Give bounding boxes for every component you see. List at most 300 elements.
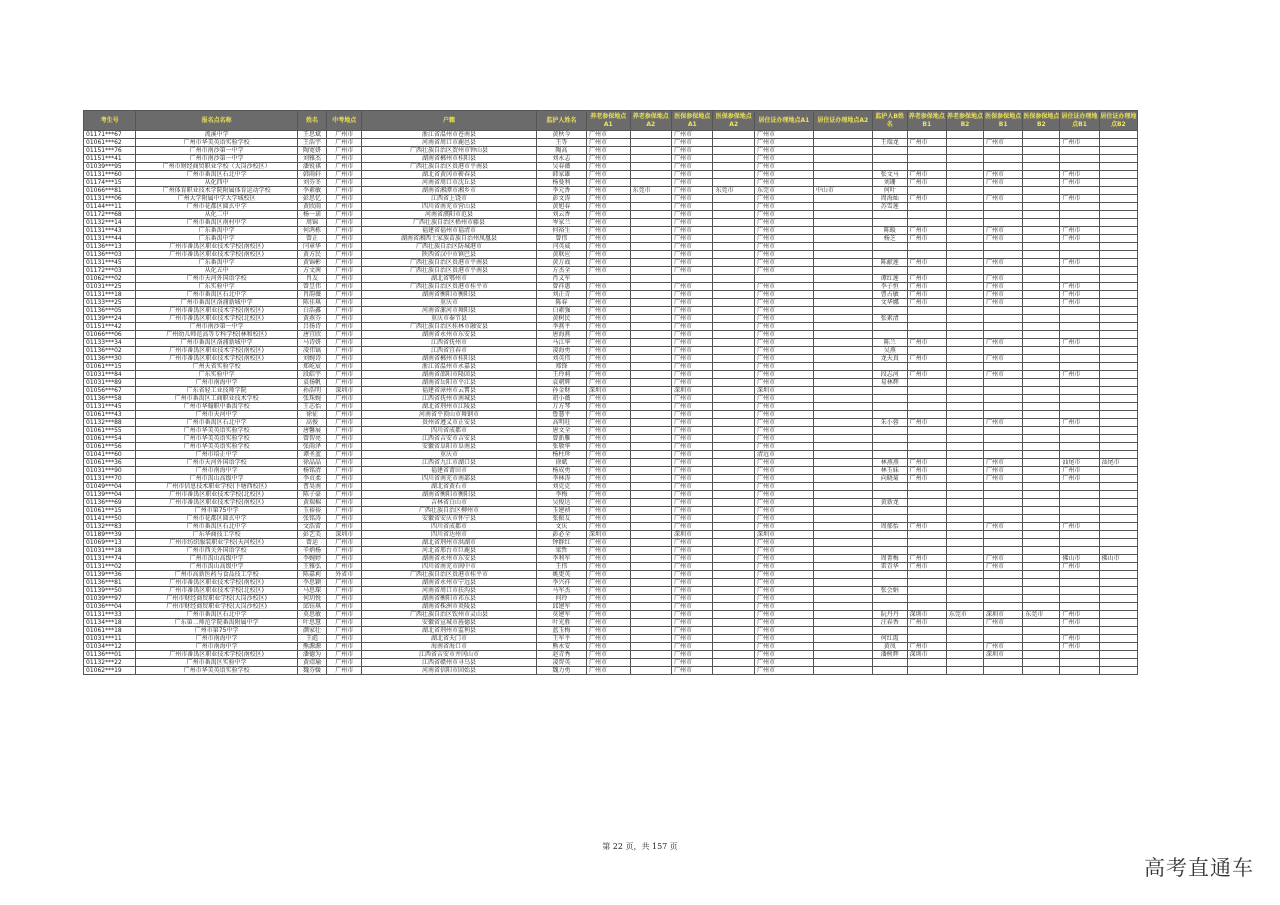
table-cell [946,259,983,267]
table-cell: 广州市禺山高级中学 [136,475,297,483]
column-header: 居住证办理地点A2 [813,111,872,131]
table-cell [1023,523,1060,531]
table-cell: 01174***15 [84,179,136,187]
table-cell [713,163,754,171]
table-cell: 江西省抚州市南城县 [362,395,537,403]
table-cell [907,307,946,315]
table-row [84,443,1138,451]
table-cell: 刘克克 [536,483,586,491]
table-cell [1060,355,1099,363]
table-cell [1099,211,1137,219]
table-cell: 广州市 [672,507,713,515]
table-cell [1023,499,1060,507]
table-cell [713,659,754,667]
table-cell: 湖北省黄石市 [362,483,537,491]
table-cell [1023,555,1060,563]
table-cell: 袁扬帆 [297,379,326,387]
table-cell: 马诗妍 [297,339,326,347]
table-cell: 何玥悦 [297,595,326,603]
table-cell: 彭必全 [536,531,586,539]
table-cell: 广州市 [327,587,362,595]
table-cell: 广东番禺中学 [136,227,297,235]
table-cell [713,419,754,427]
table-cell: 江西省九江市湖口县 [362,459,537,467]
table-cell: 01031***11 [84,635,136,643]
table-cell: 徐征 [297,411,326,419]
table-cell [813,195,872,203]
table-cell [1023,179,1060,187]
table-cell: 广州市番禺区石北中学 [136,291,297,299]
table-cell: 深圳市 [754,387,813,395]
table-cell: 湖南省永州市东安县 [362,555,537,563]
table-cell: 深圳市 [327,531,362,539]
table-cell: 01151***76 [84,147,136,155]
table-cell [946,387,983,395]
table-cell [813,603,872,611]
table-cell: 广州市 [754,443,813,451]
table-cell: 广州市 [586,299,630,307]
table-cell [713,171,754,179]
table-cell: 唐海燕 [536,331,586,339]
table-cell [813,347,872,355]
table-cell: 深圳市 [907,611,946,619]
table-cell [813,363,872,371]
table-cell [713,227,754,235]
table-cell [1023,275,1060,283]
table-cell [907,395,946,403]
table-cell: 广州市 [907,179,946,187]
table-cell: 广州市 [586,267,630,275]
table-cell [630,155,671,163]
table-cell [630,371,671,379]
table-cell [946,187,983,195]
table-cell: 广州市 [672,179,713,187]
table-cell: 广州市 [1060,259,1099,267]
column-header: 报名点名称 [136,111,297,131]
table-cell [946,395,983,403]
table-cell: 广州市 [754,379,813,387]
table-cell [872,483,907,491]
table-cell [713,251,754,259]
table-cell [1023,475,1060,483]
table-cell: 中山市 [813,187,872,195]
table-cell [1023,171,1060,179]
table-cell: 广州市 [754,667,813,675]
column-header: 考生号 [84,111,136,131]
table-cell: 广州市 [907,227,946,235]
table-cell [713,195,754,203]
table-cell: 徐晶晶 [297,459,326,467]
table-cell: 广州市 [327,299,362,307]
table-cell: 广州市番禺区职业技术学校(南校区) [136,243,297,251]
table-cell [872,267,907,275]
table-cell [946,659,983,667]
table-cell: 01139***04 [84,491,136,499]
table-cell: 广州市 [327,131,362,139]
table-cell [1023,155,1060,163]
table-cell [713,323,754,331]
table-cell [813,523,872,531]
table-cell: 李燕平 [536,323,586,331]
table-cell [984,507,1023,515]
table-cell: 广州市 [754,459,813,467]
table-cell [1060,427,1099,435]
table-cell: 叶光胜 [536,619,586,627]
table-cell: 广州市 [586,427,630,435]
table-cell: 广州市 [907,643,946,651]
table-cell [1060,443,1099,451]
table-cell [586,275,630,283]
table-cell: 河南省周口市鹿邑县 [362,139,537,147]
table-cell: 广州市 [754,483,813,491]
table-cell [1060,331,1099,339]
table-cell: 广州市 [672,147,713,155]
table-cell [630,547,671,555]
table-cell: 广州市 [907,283,946,291]
table-cell [713,539,754,547]
table-cell: 广州市 [327,371,362,379]
table-cell: 广州市华美英语实验学校 [136,427,297,435]
table-cell [1023,627,1060,635]
table-cell [946,339,983,347]
table-cell: 湖南省永州市东安县 [362,331,537,339]
table-cell: 广州市 [672,291,713,299]
table-cell: 01031***89 [84,379,136,387]
table-cell [984,211,1023,219]
table-cell: 广州市 [984,283,1023,291]
table-cell [946,467,983,475]
table-cell: 孙金财 [536,387,586,395]
table-cell: 01136***02 [84,347,136,355]
table-cell [1023,283,1060,291]
table-cell: 广州市 [586,251,630,259]
table-cell: 曾祥惠 [536,283,586,291]
table-cell [813,507,872,515]
table-cell [813,427,872,435]
table-cell: 唐馨展 [297,427,326,435]
table-cell [630,659,671,667]
table-cell: 广州市 [586,163,630,171]
table-cell [946,563,983,571]
table-cell [872,443,907,451]
table-cell: 01131***70 [84,475,136,483]
table-cell: 广州市 [586,587,630,595]
table-cell: 广州市 [327,563,362,571]
table-cell: 广州市天河外国语学校 [136,275,297,283]
table-cell: 广州市 [754,635,813,643]
table-cell [907,347,946,355]
column-header: 姓名 [297,111,326,131]
table-cell [984,659,1023,667]
column-header: 中考地点 [327,111,362,131]
table-cell: 广州市 [327,291,362,299]
table-cell: 广州市 [672,579,713,587]
table-cell [813,619,872,627]
table-cell: 江西省吉安市吉安县 [362,435,537,443]
table-cell: 陈子豪 [297,491,326,499]
table-cell: 广州市 [586,155,630,163]
table-cell: 广州市南沙第一中学 [136,155,297,163]
table-cell [872,515,907,523]
table-cell: 广州市 [754,491,813,499]
table-cell [1023,131,1060,139]
table-cell: 陶宽妍 [297,147,326,155]
table-cell: 肖友 [297,275,326,283]
table-cell: 何红霞 [872,635,907,643]
table-cell [872,363,907,371]
table-cell [713,307,754,315]
table-cell: 文华娜 [872,299,907,307]
table-cell: 广州市番禺区职业技术学校(南校区) [136,355,297,363]
table-cell: 彭艺美 [297,531,326,539]
table-cell [630,227,671,235]
table-cell: 江西省赣州市寻乌县 [362,659,537,667]
table-cell: 广州市 [754,323,813,331]
table-cell [1023,299,1060,307]
table-cell: 广州市 [672,131,713,139]
table-cell: 吉林省白山市 [362,499,537,507]
table-cell: 广州市 [327,355,362,363]
table-cell: 广州市 [984,299,1023,307]
table-cell [813,315,872,323]
table-cell: 潘锐祺 [297,163,326,171]
table-cell [872,251,907,259]
table-cell: 广州市 [754,211,813,219]
table-cell [872,547,907,555]
table-row [84,595,1138,603]
table-cell: 广州市 [327,243,362,251]
table-cell: 魏芬媛 [297,667,326,675]
table-cell: 广州市 [586,571,630,579]
table-cell [713,571,754,579]
column-header: 养老参保地点A2 [630,111,671,131]
table-cell: 曾昱伟 [297,283,326,291]
table-cell: 广州市 [672,571,713,579]
table-cell: 魏力勇 [536,667,586,675]
table-cell [630,539,671,547]
table-cell [1060,251,1099,259]
table-row [84,387,1138,395]
table-cell [630,515,671,523]
table-cell [813,379,872,387]
table-row [84,531,1138,539]
table-cell: 01039***97 [84,595,136,603]
table-row [84,171,1138,179]
table-cell: 广州市 [984,475,1023,483]
table-cell: 黄联应 [536,251,586,259]
table-cell: 李林涛 [536,475,586,483]
table-cell: 王军平 [536,635,586,643]
table-cell: 四川省南充市阆中市 [362,563,537,571]
table-cell: 广州市 [754,587,813,595]
table-cell [1060,539,1099,547]
table-cell: 广州市 [672,307,713,315]
table-cell: 广州市 [327,235,362,243]
table-cell: 广州市 [327,635,362,643]
table-cell: 刘英伟 [536,355,586,363]
table-cell [754,275,813,283]
table-cell: 广州市 [672,459,713,467]
table-cell: 广州市 [672,203,713,211]
table-cell [907,403,946,411]
table-cell: 广州市 [586,211,630,219]
table-cell [1060,507,1099,515]
table-cell [907,507,946,515]
table-cell: 黄万战 [536,259,586,267]
table-cell [1060,307,1099,315]
table-cell: 广州市 [984,619,1023,627]
table-cell [946,523,983,531]
table-row [84,611,1138,619]
table-cell [1099,171,1137,179]
table-cell: 刘永志 [536,155,586,163]
table-cell: 深圳市 [327,387,362,395]
table-cell: 01131***60 [84,171,136,179]
table-cell [946,179,983,187]
table-cell: 广州市番禺区洛浦新城中学 [136,339,297,347]
table-cell [1099,651,1137,659]
table-cell [1060,411,1099,419]
table-cell [1023,651,1060,659]
table-cell: 广州市 [327,171,362,179]
table-cell: 广西壮族自治区贵港市平南县 [362,267,537,275]
table-cell: 01041***60 [84,451,136,459]
table-cell [1060,203,1099,211]
table-cell [907,603,946,611]
table-cell: 广州市 [754,555,813,563]
table-cell: 广州市 [327,155,362,163]
table-cell: 熊源源 [297,643,326,651]
table-cell: 01061***55 [84,427,136,435]
table-cell: 广州体育职业技术学院附属体育运动学校 [136,187,297,195]
table-cell: 广州市 [754,579,813,587]
table-cell [813,171,872,179]
table-cell: 广州市番禺区职业技术学校(南校区) [136,347,297,355]
table-cell: 01151***42 [84,323,136,331]
table-cell: 袁朝辉 [536,379,586,387]
table-cell [813,643,872,651]
table-cell [713,267,754,275]
table-cell: 广州市 [672,467,713,475]
table-cell: 广西壮族自治区贵港市平南县 [362,259,537,267]
table-cell [946,515,983,523]
table-cell [630,619,671,627]
table-cell [1099,307,1137,315]
table-cell: 01132***88 [84,419,136,427]
table-cell: 潘德为 [297,651,326,659]
table-cell [984,451,1023,459]
table-cell [946,651,983,659]
table-cell [872,395,907,403]
table-cell [630,635,671,643]
table-cell [630,299,671,307]
table-cell: 广州市 [984,291,1023,299]
table-cell [1023,203,1060,211]
table-cell: 杨曼利 [536,179,586,187]
table-cell: 广州市 [984,235,1023,243]
table-row [84,371,1138,379]
table-row [84,651,1138,659]
table-cell [946,379,983,387]
table-cell: 广州市 [754,563,813,571]
table-cell: 广州市 [672,539,713,547]
table-cell [630,435,671,443]
table-cell: 广州市南海中学 [136,635,297,643]
table-cell [630,451,671,459]
table-row [84,603,1138,611]
table-cell [630,611,671,619]
table-cell: 广州市 [327,163,362,171]
table-cell [946,587,983,595]
table-cell [872,147,907,155]
table-cell [1099,667,1137,675]
table-cell: 广州市 [327,139,362,147]
table-cell: 广州市 [327,331,362,339]
table-cell [872,307,907,315]
table-cell: 钟群红 [536,539,586,547]
table-row [84,475,1138,483]
table-cell: 深圳市 [984,611,1023,619]
table-cell: 广州市 [754,547,813,555]
table-cell: 杨柱珍 [536,451,586,459]
table-cell: 广州市华美英语实验学校 [136,443,297,451]
table-cell: 方文茜 [297,267,326,275]
table-cell: 广州市花都区圆玄中学 [136,203,297,211]
table-cell: 广州市 [586,483,630,491]
table-cell: 01034***12 [84,643,136,651]
table-cell: 广州市 [672,483,713,491]
table-cell: 广州市 [586,131,630,139]
table-cell [630,627,671,635]
table-cell: 王等 [536,139,586,147]
table-cell: 东莞市 [946,611,983,619]
table-cell: 广州市高新医药与食品技工学校 [136,571,297,579]
table-cell: 01141***50 [84,515,136,523]
table-cell: 朱小蓉 [872,419,907,427]
table-cell: 广州市番禺区职业技术学校(南校区) [136,251,297,259]
table-cell: 广州市 [327,323,362,331]
table-cell: 白素强 [536,307,586,315]
table-cell [984,403,1023,411]
table-cell [630,651,671,659]
table-cell: 广州市番禺区石北中学 [136,523,297,531]
table-row [84,339,1138,347]
table-cell [1023,243,1060,251]
table-cell: 黄方民 [297,251,326,259]
table-cell: 莫思敏 [297,611,326,619]
table-cell [630,363,671,371]
table-cell [713,283,754,291]
table-cell: 01136***05 [84,307,136,315]
table-cell: 广州市 [984,555,1023,563]
table-cell: 江西省抚州市 [362,339,537,347]
table-cell [907,635,946,643]
table-cell: 广州市 [907,299,946,307]
table-cell [946,491,983,499]
table-cell: 王瑞龙 [872,139,907,147]
table-cell [984,219,1023,227]
table-cell [1023,251,1060,259]
table-row [84,139,1138,147]
table-cell: 李婉婷 [297,555,326,563]
table-cell [630,579,671,587]
table-row [84,451,1138,459]
table-cell [907,379,946,387]
table-cell [1060,451,1099,459]
table-cell [1060,187,1099,195]
table-cell: 李思颖 [297,579,326,587]
table-cell [630,531,671,539]
